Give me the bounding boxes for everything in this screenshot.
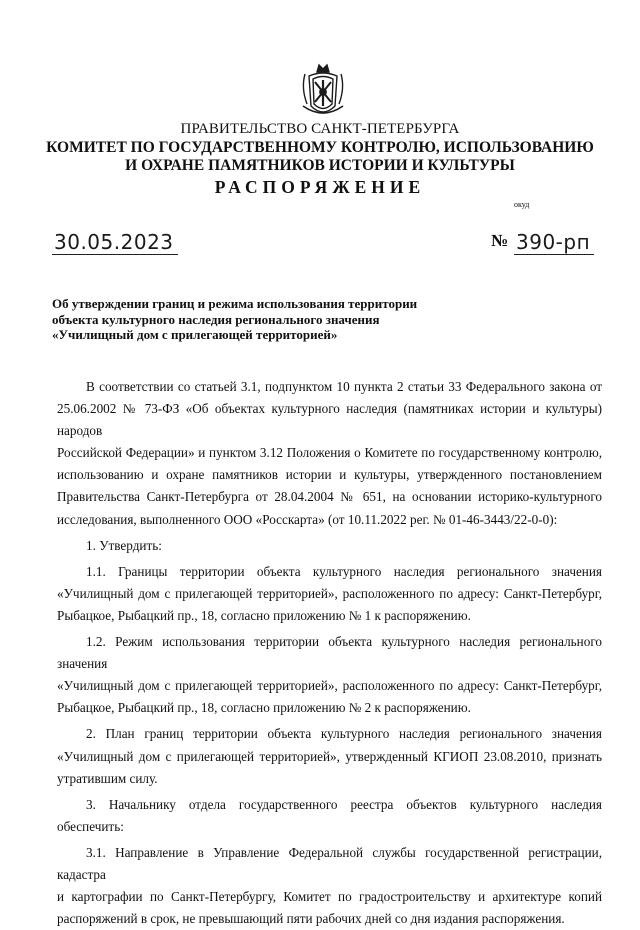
document-subject [52, 296, 417, 343]
body-line: 1.2. Режим использования территории объекта культурного наследия регионального значения [57, 634, 602, 672]
body-line: Российской Федерации» и пунктом 3.12 Положения о Комитете по государственному контролю, [57, 445, 602, 461]
body-line: В соответствии со статьей 3.1, подпунктом 10 пункта 2 статьи 33 Федерального закона от [86, 379, 602, 394]
document-number: 390-рп [514, 230, 594, 255]
body-line: 1. Утвердить: [86, 537, 162, 553]
government-title: ПРАВИТЕЛЬСТВО САНКТ-ПЕТЕРБУРГА [180, 121, 460, 137]
document-date: 30.05.2023 [52, 230, 178, 255]
body-line: Правительства Санкт-Петербурга от 28.04.2004 № 651, на основании историко-культурного [57, 489, 602, 505]
body-line: утратившим силу. [57, 770, 158, 786]
body-line: «Училищный дом с прилегающей территорией», расположенного по адресу: Санкт-Петербург, [57, 678, 602, 694]
body-line: 25.06.2002 № 73-ФЗ «Об объектах культурного наследия (памятниках истории и культуры) народов [57, 401, 602, 439]
body-line: «Училищный дом с прилегающей территорией», расположенного по адресу: Санкт-Петербург, [57, 585, 602, 601]
body-line: использованию и охране памятников истории и культуры, утвержденного постановлением [57, 467, 602, 483]
body-line: 2. План границ территории объекта культурного наследия регионального значения [86, 726, 602, 742]
okud-label: окуд [514, 200, 530, 209]
body-line: Рыбацкое, Рыбацкий пр., 18, согласно приложению № 1 к распоряжению. [57, 607, 471, 623]
subject-line: объекта культурного наследия регионального значения [52, 311, 380, 327]
document-body [57, 376, 602, 930]
committee-title-line-2: И ОХРАНЕ ПАМЯТНИКОВ ИСТОРИИ И КУЛЬТУРЫ [125, 157, 515, 174]
coat-of-arms-emblem [297, 62, 349, 120]
body-line: «Училищный дом с прилегающей территорией», утвержденный КГИОП 23.08.2010, признать [57, 748, 602, 764]
subject-line: «Училищный дом с прилегающей территорией» [52, 327, 338, 342]
body-line: и картографии по Санкт-Петербургу, Комитет по градостроительству и архитектуре копий [57, 889, 602, 905]
body-line: 3. Начальнику отдела государственного реестра объектов культурного наследия обеспечить: [57, 796, 602, 834]
body-line: распоряжений в срок, не превышающий пяти рабочих дней со дня издания распоряжения. [57, 911, 565, 927]
number-sign: № [491, 231, 509, 250]
document-type: РАСПОРЯЖЕНИЕ [214, 177, 426, 197]
body-line: 1.1. Границы территории объекта культурного наследия регионального значения [86, 563, 602, 579]
body-line: исследования, выполненного ООО «Росскарта» (от 10.11.2022 рег. № 01-46-3443/22-0-0): [57, 511, 558, 527]
body-line: Рыбацкое, Рыбацкий пр., 18, согласно приложению № 2 к распоряжению. [57, 700, 471, 716]
committee-title-line-1: КОМИТЕТ ПО ГОСУДАРСТВЕННОМУ КОНТРОЛЮ, ИСПОЛЬЗОВАНИЮ [46, 139, 594, 156]
body-line: 3.1. Направление в Управление Федеральной службы государственной регистрации, кадастра [57, 844, 602, 882]
subject-line: Об утверждении границ и режима использования территории [52, 296, 418, 311]
